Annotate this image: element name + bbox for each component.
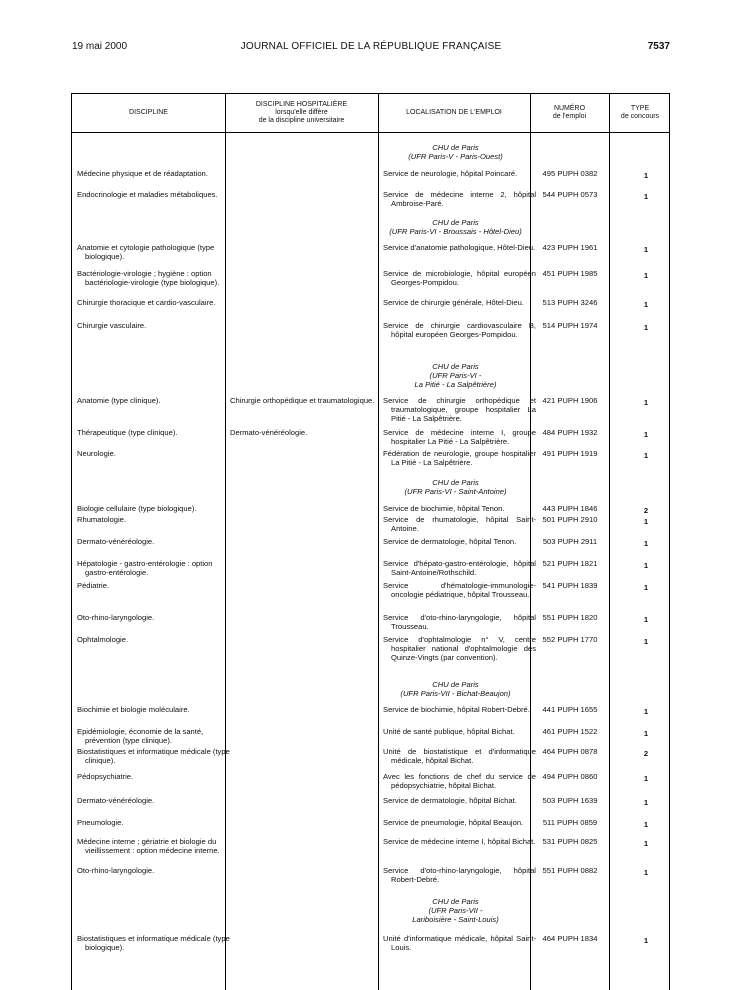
discipline-cell: Médecine physique et de réadaptation. — [77, 169, 208, 178]
discipline-cell: Bactériologie-virologie ; hygiène : option bactériologie-virologie (type biologique). — [77, 269, 220, 287]
numero-cell: 551 PUPH 1820 — [542, 613, 598, 622]
type-cell: 1 — [643, 583, 649, 592]
localisation-cell: Service de neurologie, hôpital Poincaré. — [383, 169, 518, 178]
localisation-cell: Unité de santé publique, hôpital Bichat. — [383, 727, 515, 736]
discipline-cell: Dermato-vénéréologie. — [77, 537, 155, 546]
chu-heading — [383, 143, 528, 161]
chu-heading-line: CHU de Paris — [432, 143, 479, 152]
chu-heading-line: La Pitié - La Salpêtrière) — [414, 380, 497, 389]
localisation-cell: Service de pneumologie, hôpital Beaujon. — [383, 818, 524, 827]
numero-cell: 531 PUPH 0825 — [542, 837, 598, 846]
type-cell: 1 — [643, 729, 649, 738]
hospitaliere-cell: Dermato-vénéréologie. — [230, 428, 308, 437]
discipline-cell: Hépatologie - gastro-entérologie : option gastro-entérologie. — [77, 559, 213, 577]
chu-heading-line: CHU de Paris — [432, 680, 479, 689]
discipline-cell: Biostatistiques et informatique médicale (type biologique). — [77, 934, 230, 952]
chu-heading-line: CHU de Paris — [432, 478, 479, 487]
header-hosp-line1: DISCIPLINE HOSPITALIÈRE — [255, 101, 348, 108]
discipline-cell: Médecine interne ; gériatrie et biologie du vieillissement : option médecine interne. — [77, 837, 220, 855]
chu-heading-line: (UFR Paris-V - Paris-Ouest) — [408, 152, 503, 161]
numero-cell: 451 PUPH 1985 — [542, 269, 598, 278]
type-cell: 1 — [643, 430, 649, 439]
numero-cell: 495 PUPH 0382 — [542, 169, 598, 178]
type-cell: 1 — [643, 171, 649, 180]
numero-cell: 521 PUPH 1821 — [542, 559, 598, 568]
numero-cell: 544 PUPH 0573 — [542, 190, 598, 199]
type-cell: 1 — [643, 561, 649, 570]
chu-heading-line: Lariboisière - Saint-Louis) — [412, 915, 499, 924]
localisation-cell: Service de dermatologie, hôpital Bichat. — [383, 796, 517, 805]
type-cell: 1 — [643, 798, 649, 807]
localisation-cell: Service de biochimie, hôpital Robert-Debré. — [383, 705, 530, 714]
chu-heading-line: CHU de Paris — [432, 897, 479, 906]
discipline-cell: Chirurgie thoracique et cardio-vasculaire. — [77, 298, 216, 307]
type-cell: 1 — [643, 323, 649, 332]
localisation-cell: Service d'hématologie-immunologie-oncologie pédiatrique, hôpital Trousseau. — [383, 581, 536, 599]
issue-date: 19 mai 2000 — [72, 41, 128, 52]
column-divider — [609, 94, 610, 990]
discipline-cell: Epidémiologie, économie de la santé, prévention (type clinique). — [77, 727, 204, 745]
discipline-cell: Rhumatologie. — [77, 515, 126, 524]
localisation-cell: Service d'oto-rhino-laryngologie, hôpital Trousseau. — [383, 613, 536, 631]
localisation-cell: Service de chirurgie générale, Hôtel-Dieu. — [383, 298, 524, 307]
discipline-cell: Oto-rhino-laryngologie. — [77, 866, 155, 875]
type-cell: 1 — [643, 637, 649, 646]
discipline-cell: Biostatistiques et informatique médicale (type clinique). — [77, 747, 230, 765]
discipline-cell: Anatomie et cytologie pathologique (type biologique). — [77, 243, 215, 261]
chu-heading-line: (UFR Paris-VI - Broussais - Hôtel-Dieu) — [389, 227, 522, 236]
type-cell: 1 — [643, 398, 649, 407]
discipline-cell: Biologie cellulaire (type biologique). — [77, 504, 197, 513]
numero-cell: 551 PUPH 0882 — [542, 866, 598, 875]
table-header — [72, 94, 669, 133]
discipline-cell: Anatomie (type clinique). — [77, 396, 161, 405]
localisation-cell: Unité d'informatique médicale, hôpital Saint-Louis. — [383, 934, 536, 952]
header-type-line2: de concours — [620, 113, 660, 120]
localisation-cell: Fédération de neurologie, groupe hospitalier La Pitié - La Salpêtrière. — [383, 449, 536, 467]
journal-title: JOURNAL OFFICIEL DE LA RÉPUBLIQUE FRANÇAISE — [240, 41, 502, 52]
type-cell: 1 — [643, 271, 649, 280]
header-localisation — [378, 94, 530, 132]
type-cell: 1 — [643, 774, 649, 783]
discipline-cell: Dermato-vénéréologie. — [77, 796, 155, 805]
type-cell: 1 — [643, 451, 649, 460]
type-cell: 1 — [643, 539, 649, 548]
discipline-cell: Oto-rhino-laryngologie. — [77, 613, 155, 622]
chu-heading-line: (UFR Paris-VI - Saint-Antoine) — [404, 487, 507, 496]
discipline-cell: Thérapeutique (type clinique). — [77, 428, 178, 437]
type-cell: 2 — [643, 749, 649, 758]
type-cell: 1 — [643, 936, 649, 945]
header-numero — [530, 94, 609, 132]
numero-cell: 513 PUPH 3246 — [542, 298, 598, 307]
chu-heading — [383, 218, 528, 236]
localisation-cell: Service de médecine interne 2, hôpital Ambroise-Paré. — [383, 190, 536, 208]
numero-cell: 503 PUPH 2911 — [542, 537, 598, 546]
header-type — [609, 94, 671, 132]
header-hosp-line2: lorsqu'elle diffère — [275, 109, 328, 116]
localisation-cell: Service de chirurgie cardiovasculaire B, hôpital européen Georges-Pompidou. — [383, 321, 536, 339]
discipline-cell: Pneumologie. — [77, 818, 124, 827]
column-divider — [378, 94, 379, 990]
chu-heading-line: CHU de Paris — [432, 218, 479, 227]
chu-heading-line: (UFR Paris-VI - — [429, 371, 482, 380]
numero-cell: 423 PUPH 1961 — [542, 243, 598, 252]
numero-cell: 484 PUPH 1932 — [542, 428, 598, 437]
numero-cell: 552 PUPH 1770 — [542, 635, 598, 644]
header-discipline-label: DISCIPLINE — [129, 109, 168, 116]
discipline-cell: Chirurgie vasculaire. — [77, 321, 147, 330]
numero-cell: 461 PUPH 1522 — [542, 727, 598, 736]
numero-cell: 464 PUPH 1834 — [542, 934, 598, 943]
type-cell: 1 — [643, 300, 649, 309]
localisation-cell: Service d'ophtalmologie n° V, centre hospitalier national d'ophtalmologie des Quinze-Vingts (par convention). — [383, 635, 536, 662]
numero-cell: 464 PUPH 0878 — [542, 747, 598, 756]
localisation-cell: Service de médecine interne I, hôpital Bichat. — [383, 837, 536, 846]
localisation-cell: Service de rhumatologie, hôpital Saint-Antoine. — [383, 515, 536, 533]
numero-cell: 494 PUPH 0860 — [542, 772, 598, 781]
header-localisation-label: LOCALISATION DE L'EMPLOI — [406, 109, 502, 116]
header-numero-line2: de l'emploi — [552, 113, 587, 120]
chu-heading — [383, 680, 528, 698]
localisation-cell: Service d'anatomie pathologique, Hôtel-Dieu. — [383, 243, 536, 252]
type-cell: 1 — [643, 245, 649, 254]
header-hosp-line3: de la discipline universitaire — [258, 117, 345, 124]
localisation-cell: Avec les fonctions de chef du service de pédopsychiatrie, hôpital Bichat. — [383, 772, 536, 790]
page-number: 7537 — [647, 41, 670, 52]
numero-cell: 511 PUPH 0859 — [542, 818, 598, 827]
discipline-cell: Pédopsychiatrie. — [77, 772, 134, 781]
hospitaliere-cell: Chirurgie orthopédique et traumatologique. — [230, 396, 375, 405]
numero-cell: 514 PUPH 1974 — [542, 321, 598, 330]
localisation-cell: Service d'hépato-gastro-entérologie, hôpital Saint-Antoine/Rothschild. — [383, 559, 536, 577]
discipline-cell: Neurologie. — [77, 449, 116, 458]
localisation-cell: Unité de biostatistique et d'informatique médicale, hôpital Bichat. — [383, 747, 536, 765]
localisation-cell: Service de dermatologie, hôpital Tenon. — [383, 537, 517, 546]
chu-heading — [383, 897, 528, 924]
chu-heading — [383, 478, 528, 496]
numero-cell: 501 PUPH 2910 — [542, 515, 598, 524]
header-hospitaliere — [225, 94, 378, 132]
localisation-cell: Service de biochimie, hôpital Tenon. — [383, 504, 505, 513]
discipline-cell: Ophtalmologie. — [77, 635, 129, 644]
type-cell: 1 — [643, 517, 649, 526]
page-header — [72, 41, 670, 55]
type-cell: 1 — [643, 839, 649, 848]
discipline-cell: Pédiatrie. — [77, 581, 110, 590]
header-type-line1: TYPE — [630, 105, 650, 112]
chu-heading — [383, 362, 528, 389]
numero-cell: 421 PUPH 1906 — [542, 396, 598, 405]
type-cell: 2 — [643, 506, 649, 515]
positions-table — [71, 93, 670, 990]
numero-cell: 441 PUPH 1655 — [542, 705, 598, 714]
discipline-cell: Biochimie et biologie moléculaire. — [77, 705, 190, 714]
type-cell: 1 — [643, 615, 649, 624]
discipline-cell: Endocrinologie et maladies métaboliques. — [77, 190, 218, 199]
numero-cell: 541 PUPH 1839 — [542, 581, 598, 590]
type-cell: 1 — [643, 707, 649, 716]
chu-heading-line: (UFR Paris-VII - — [428, 906, 483, 915]
numero-cell: 443 PUPH 1846 — [542, 504, 598, 513]
localisation-cell: Service d'oto-rhino-laryngologie, hôpital Robert-Debré. — [383, 866, 536, 884]
numero-cell: 491 PUPH 1919 — [542, 449, 598, 458]
chu-heading-line: CHU de Paris — [432, 362, 479, 371]
type-cell: 1 — [643, 820, 649, 829]
type-cell: 1 — [643, 868, 649, 877]
header-numero-line1: NUMÉRO — [553, 105, 586, 112]
header-discipline — [72, 94, 225, 132]
chu-heading-line: (UFR Paris-VII - Bichat-Beaujon) — [400, 689, 511, 698]
localisation-cell: Service de médecine interne I, groupe hospitalier La Pitié - La Salpêtrière. — [383, 428, 536, 446]
localisation-cell: Service de chirurgie orthopédique et traumatologique, groupe hospitalier La Pitié - La Salpêtrière. — [383, 396, 536, 423]
localisation-cell: Service de microbiologie, hôpital européen Georges-Pompidou. — [383, 269, 536, 287]
numero-cell: 503 PUPH 1639 — [542, 796, 598, 805]
type-cell: 1 — [643, 192, 649, 201]
